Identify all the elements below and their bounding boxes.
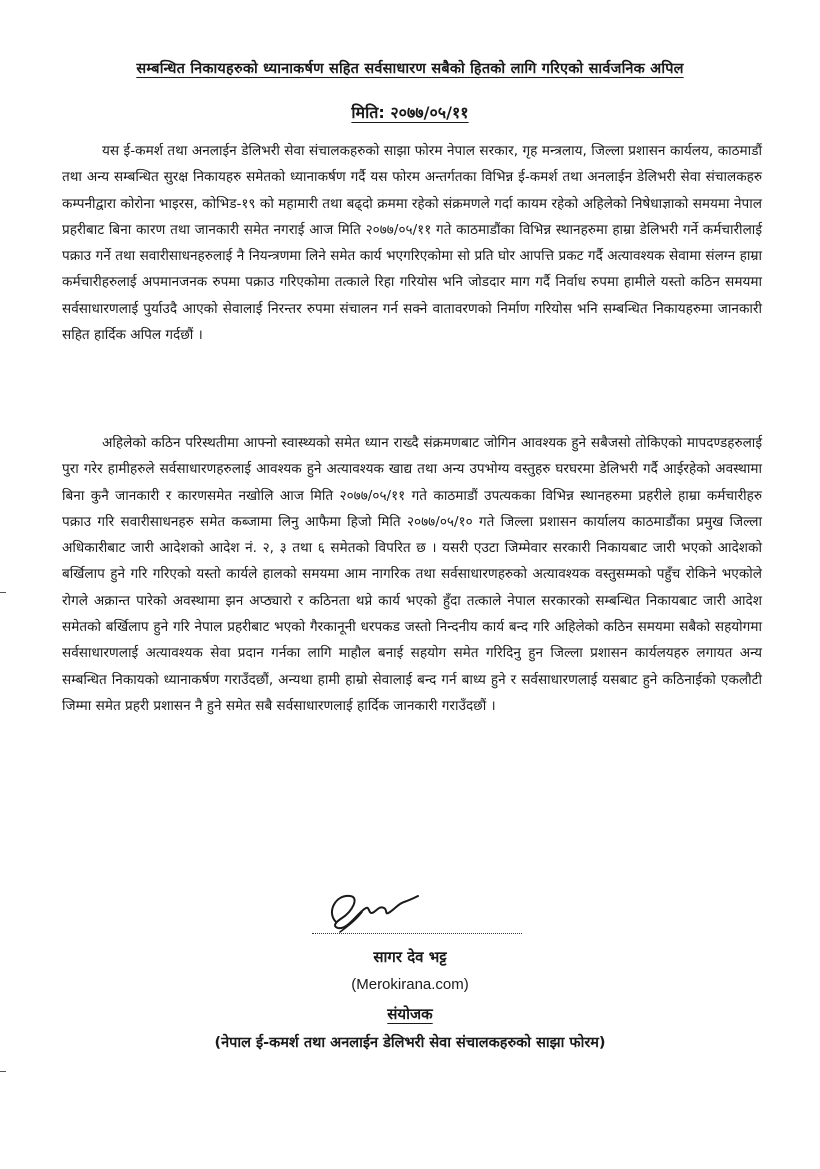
notice-date [0, 101, 820, 123]
notice-title [30, 58, 790, 78]
notice-date-text: मिति: २०७७/०५/११ [351, 103, 469, 122]
signatory-name: सागर देव भट्ट [373, 948, 447, 966]
signatory-role [0, 1004, 820, 1024]
scan-edge-mark [0, 592, 6, 593]
signature-line [312, 933, 522, 934]
signatory-organization: (नेपाल ई-कमर्श तथा अनलाईन डेलिभरी सेवा संचालकहरुको साझा फोरम) [214, 1035, 606, 1051]
notice-title-text: सम्बन्धित निकायहरुको ध्यानाकर्षण सहित सर्वसाधारण सबैको हितको लागि गरिएको सार्वजनिक अपिल [136, 61, 684, 77]
body-paragraph-2: अहिलेको कठिन परिस्थतीमा आफ्नो स्वास्थ्यको समेत ध्यान राख्दै संक्रमणबाट जोगिन आवश्यक हुने सबैजसो तोकिएको मापदण्डहरुलाई पुरा गरेर हामीहरुले सर्वसाधारणहरुलाई आवश्यक हुने अत्यावश्यक खाद्य तथा अन्य उपभोग्य वस्तुहरु घरघरमा डेलिभरी गर्दै आईरहेको अवस्थामा बिना कुनै जानकारी र कारणसमेत नखोलि आज मिति २०७७/०५/११ गते काठमाडौं उपत्यकका विभिन्न स्थानहरुमा प्रहरीले हाम्रा कर्मचारीहरु पक्राउ गरि सवारीसाधनहरु समेत कब्जामा लिनु आफैमा हिजो मिति २०७७/०५/१० गते जिल्ला प्रशासन कार्यालय काठमाडौंका प्रमुख जिल्ला अधिकारीबाट जारी आदेशको आदेश नं. २, ३ तथा ६ समेतको विपरित छ । यसरी एउटा जिम्मेवार सरकारी निकायबाट जारी भएको आदेशको बर्खिलाप हुने गरि गरिएको यस्तो कार्यले हालको समयमा आम नागरिक तथा सर्वसाधारणहरुको अत्यावश्यक वस्तुसम्मको पहुँच रोकिने भएकोले रोगले अक्रान्त पारेको अवस्थामा झन अप्ठ्यारो र कठिनता थप्ने कार्य भएको हुँदा तत्काले नेपाल सरकारको सम्बन्धित निकायबाट जारी आदेश समेतको बर्खिलाप हुने गरि नेपाल प्रहरीबाट भएको गैरकानूनी धरपकड जस्तो निन्दनीय कार्य बन्द गरि अहिलेको कठिन समयमा सबैको सहयोगमा सर्वसाधारणलाई अत्यावश्यक सेवा प्रदान गर्नका लागि माहौल बनाई सहयोग समेत गरिदिनु हुन जिल्ला प्रशासन कार्यलयहरु लगायत अन्य सम्बन्धित निकायको ध्यानाकर्षण गराउँदछौं, अन्यथा हामी हाम्रो सेवालाई बन्द गर्न बाध्य हुने र सर्वसाधारणलाई यसबाट हुने कठिनाईको एकलौटी जिम्मा समेत प्रहरी प्रशासन नै हुने समेत सबै सर्वसाधारणलाई हार्दिक जानकारी गराउँदछौं । [62, 435, 762, 714]
body-paragraph-1: यस ई-कमर्श तथा अनलाईन डेलिभरी सेवा संचालकहरुको साझा फोरम नेपाल सरकार, गृह मन्त्रलाय, जिल्ला प्रशासन कार्यलय, काठमाडौं तथा अन्य सम्बन्धित सुरक्ष निकायहरु समेतको ध्यानाकर्षण गर्दै यस फोरम अन्तर्गतका विभिन्न ई-कमर्श तथा अनलाईन डेलिभरी सेवा संचालकहरु कम्पनीद्वारा कोरोना भाइरस, कोभिड-१९ को महामारी तथा बढ्दो क्रममा रहेको संक्रमणले गर्दा कायम रहेको अहिलेको निषेधाज्ञाको समयमा नेपाल प्रहरीबाट बिना कारण तथा जानकारी समेत नगराई आज मिति २०७७/०५/११ गते काठमाडौंका विभिन्न स्थानहरुमा हाम्रा डेलिभरी गर्ने कर्मचारीलाई पक्राउ गर्ने तथा सवारीसाधनहरुलाई नै नियन्त्रणमा लिने समेत कार्य भएगरिएकोमा सो प्रति घोर आपत्ति प्रकट गर्दै अत्यावश्यक सेवामा संलग्न हाम्रा कर्मचारीहरुलाई अपमानजनक रुपमा पक्राउ गरिएकोमा तत्काले रिहा गरियोस भनि जोडदार माग गर्दै निर्वाध रुपमा हामीले यस्तो कठिन समयमा सर्वसाधारणलाई पुर्याउदै आएको सेवालाई निरन्तर रुपमा संचालन गर्न सक्ने वातावरणको निर्माण गरियोस भनि सम्बन्धित निकायहरुमा जानकारी सहित हार्दिक अपिल गर्दछौं । [62, 143, 762, 344]
scan-edge-mark [0, 1071, 6, 1072]
signatory-website: (Merokirana.com) [351, 976, 469, 993]
signatory-role-text: संयोजक [387, 1005, 433, 1023]
